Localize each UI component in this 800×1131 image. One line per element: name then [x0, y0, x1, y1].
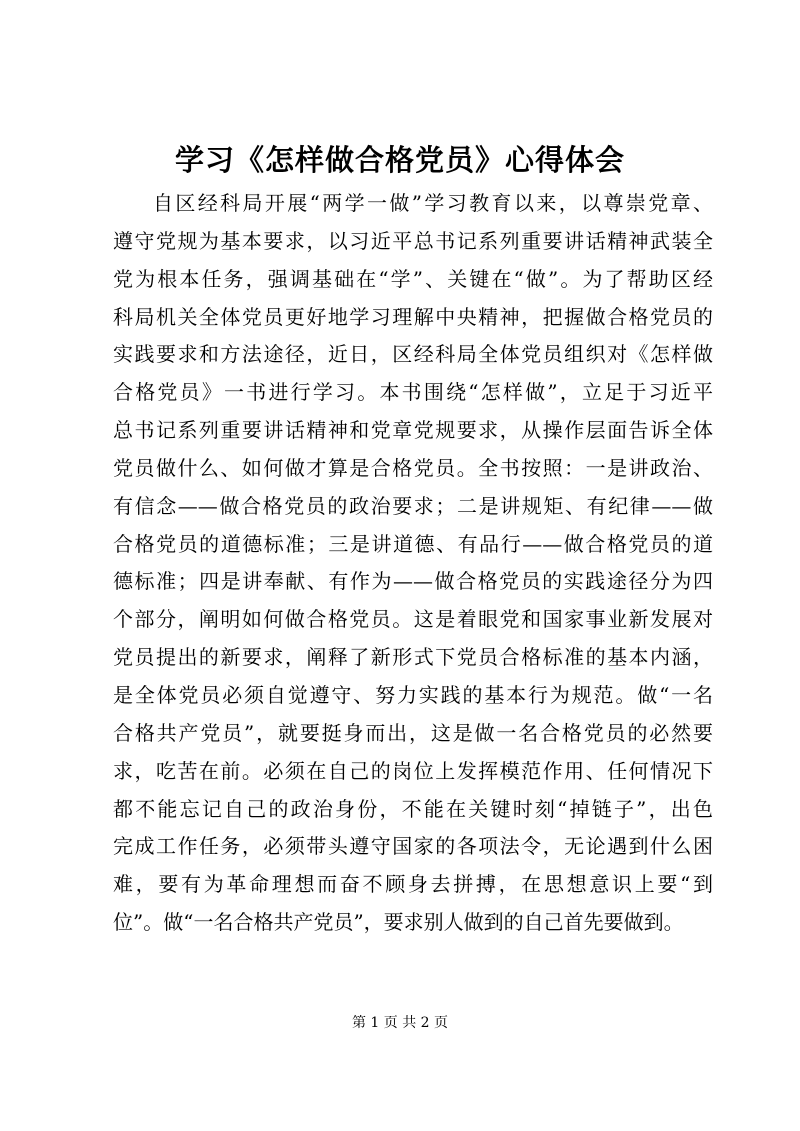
paragraph-line: 合格党员》一书进行学习。本书围绕“怎样做”，立足于习近平 [113, 380, 713, 405]
paragraph-line: 党员提出的新要求，阐释了新形式下党员合格标准的基本内涵， [113, 645, 713, 670]
paragraph-line: 难，要有为革命理想而奋不顾身去拼搏，在思想意识上要“到 [113, 872, 713, 897]
paragraph-line: 党员做什么、如何做才算是合格党员。全书按照：一是讲政治、 [113, 455, 713, 480]
paragraph-line: 有信念——做合格党员的政治要求；二是讲规矩、有纪律——做 [113, 493, 713, 518]
body-paragraph [113, 185, 713, 942]
paragraph-line: 个部分，阐明如何做合格党员。这是着眼党和国家事业新发展对 [113, 607, 713, 632]
paragraph-line: 合格党员的道德标准；三是讲道德、有品行——做合格党员的道 [113, 531, 713, 556]
paragraph-line: 合格共产党员”，就要挺身而出，这是做一名合格党员的必然要 [113, 720, 713, 745]
paragraph-line: 求，吃苦在前。必须在自己的岗位上发挥模范作用、任何情况下 [113, 758, 713, 783]
paragraph-line: 党为根本任务，强调基础在“学”、关键在“做”。为了帮助区经 [113, 266, 713, 291]
paragraph-line: 位”。做“一名合格共产党员”，要求别人做到的自己首先要做到。 [113, 910, 684, 935]
paragraph-line: 科局机关全体党员更好地学习理解中央精神，把握做合格党员的 [113, 304, 713, 329]
paragraph-line: 是全体党员必须自觉遵守、努力实践的基本行为规范。做“一名 [113, 682, 713, 707]
document-title: 学习《怎样做合格党员》心得体会 [174, 143, 625, 177]
paragraph-line: 实践要求和方法途径，近日，区经科局全体党员组织对《怎样做 [113, 342, 713, 367]
paragraph-line: 德标准；四是讲奉献、有作为——做合格党员的实践途径分为四 [113, 569, 713, 594]
paragraph-line: 自区经科局开展“两学一做”学习教育以来，以尊崇党章、 [153, 191, 713, 215]
paragraph-line: 总书记系列重要讲话精神和党章党规要求，从操作层面告诉全体 [113, 418, 713, 443]
paragraph-line: 都不能忘记自己的政治身份，不能在关键时刻“掉链子”，出色 [113, 796, 713, 821]
paragraph-line: 遵守党规为基本要求，以习近平总书记系列重要讲话精神武装全 [113, 228, 713, 253]
page-footer: 第 1 页 共 2 页 [351, 1015, 449, 1031]
paragraph-line: 完成工作任务，必须带头遵守国家的各项法令，无论遇到什么困 [113, 834, 713, 859]
